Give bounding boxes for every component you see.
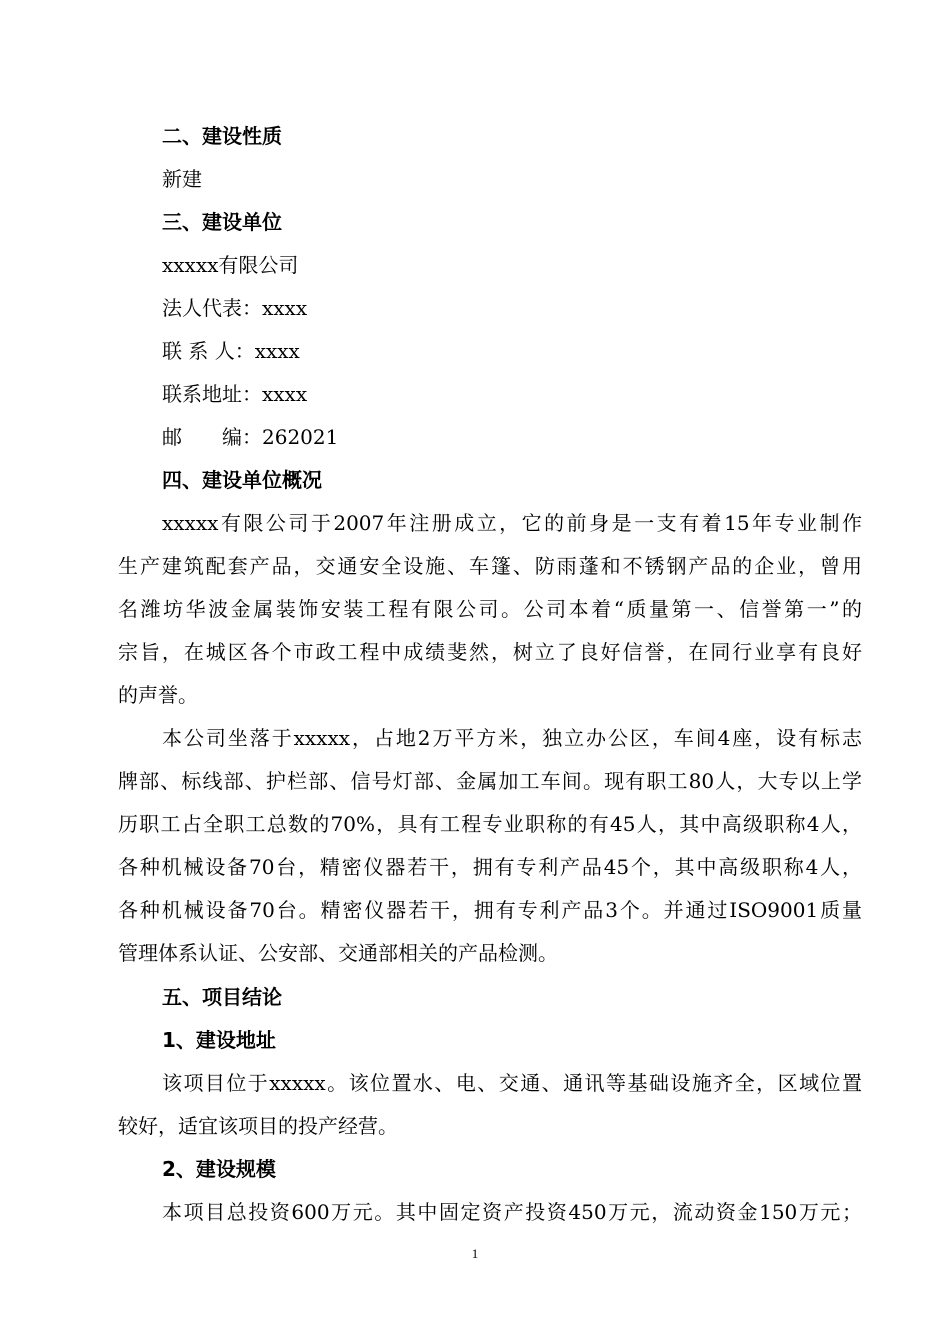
paragraph-line: 较好，适宜该项目的投产经营。 xyxy=(118,1114,398,1138)
postcode: 邮 编：262021 xyxy=(162,425,339,449)
paragraph-line: 各种机械设备70台，精密仪器若干，拥有专利产品45个，其中高级职称4人， xyxy=(118,855,862,879)
contact-person: 联 系 人：xxxx xyxy=(162,339,300,363)
paragraph-line: 管理体系认证、公安部、交通部相关的产品检测。 xyxy=(118,941,558,965)
paragraph-line: 的声誉。 xyxy=(118,683,198,707)
paragraph-line: 各种机械设备70台。精密仪器若干，拥有专利产品3个。并通过ISO9001质量 xyxy=(118,898,862,922)
subheading-scale: 2、建设规模 xyxy=(162,1157,276,1181)
paragraph-line: 牌部、标线部、护栏部、信号灯部、金属加工车间。现有职工80人，大专以上学 xyxy=(118,769,862,793)
paragraph-line: 历职工占全职工总数的70%，具有工程专业职称的有45人，其中高级职称4人， xyxy=(118,812,862,836)
section-heading-conclusion: 五、项目结论 xyxy=(162,985,282,1009)
paragraph-line: 本项目总投资600万元。其中固定资产投资450万元，流动资金150万元； xyxy=(162,1200,862,1224)
paragraph-line: xxxxx有限公司于2007年注册成立，它的前身是一支有着15年专业制作 xyxy=(162,511,862,535)
paragraph-line: 生产建筑配套产品，交通安全设施、车篷、防雨蓬和不锈钢产品的企业，曾用 xyxy=(118,554,862,578)
contact-address: 联系地址：xxxx xyxy=(162,382,308,406)
unit-name: xxxxx有限公司 xyxy=(162,253,299,277)
section-heading-overview: 四、建设单位概况 xyxy=(162,468,322,492)
legal-representative: 法人代表：xxxx xyxy=(162,296,308,320)
section-heading-unit: 三、建设单位 xyxy=(162,210,282,234)
subheading-site: 1、建设地址 xyxy=(162,1028,276,1052)
section-heading-nature: 二、建设性质 xyxy=(162,124,282,148)
nature-value: 新建 xyxy=(162,167,202,191)
paragraph-line: 宗旨，在城区各个市政工程中成绩斐然，树立了良好信誉，在同行业享有良好 xyxy=(118,640,862,664)
paragraph-line: 名潍坊华波金属装饰安装工程有限公司。公司本着“质量第一、信誉第一”的 xyxy=(118,597,862,621)
paragraph-line: 本公司坐落于xxxxx，占地2万平方米，独立办公区，车间4座，设有标志 xyxy=(162,726,862,750)
paragraph-line: 该项目位于xxxxx。该位置水、电、交通、通讯等基础设施齐全，区域位置 xyxy=(162,1071,862,1095)
page-number: 1 xyxy=(471,1246,479,1261)
